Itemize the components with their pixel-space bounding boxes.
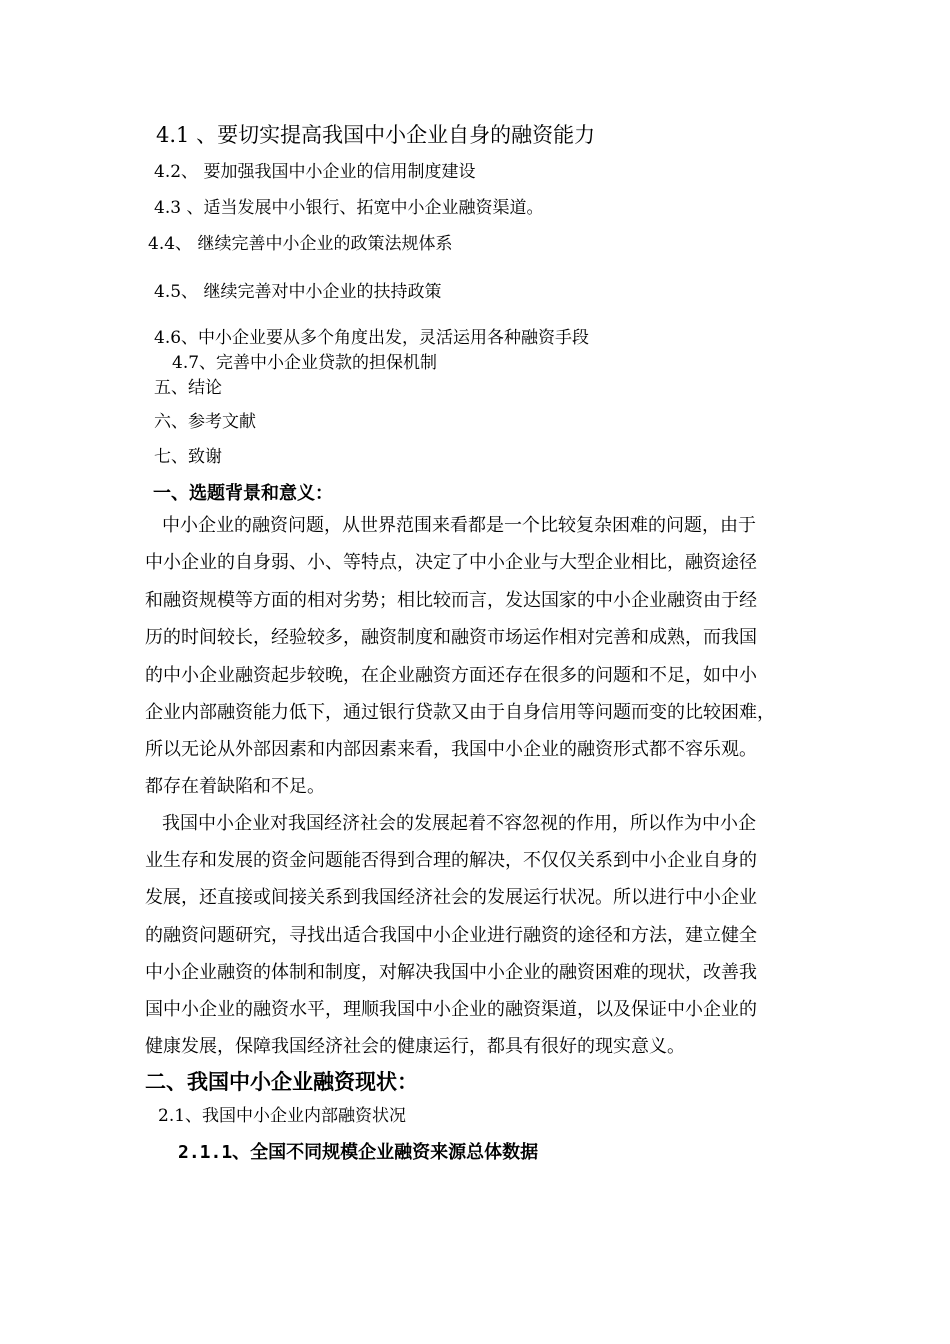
subsection-heading-2-1: 2.1、我国中小企业内部融资状况 [158,1106,407,1126]
toc-item-4-4: 4.4、 继续完善中小企业的政策法规体系 [148,234,453,254]
toc-item-4-2: 4.2、 要加强我国中小企业的信用制度建设 [154,162,476,182]
section-heading-background: 一、选题背景和意义： [153,483,333,504]
toc-item-4-1: 4.1 、要切实提高我国中小企业自身的融资能力 [156,123,596,147]
toc-item-7: 七、致谢 [154,447,222,467]
paragraph-line: 的融资问题研究，寻找出适合我国中小企业进行融资的途径和方法，建立健全 [145,925,757,946]
toc-item-4-7: 4.7、完善中小企业贷款的担保机制 [172,353,438,373]
subsection-heading-2-1-1: 2.1.1、全国不同规模企业融资来源总体数据 [178,1142,539,1163]
paragraph-line: 和融资规模等方面的相对劣势；相比较而言，发达国家的中小企业融资由于经 [145,590,757,611]
section-heading-status: 二、我国中小企业融资现状： [145,1069,418,1094]
toc-item-4-5: 4.5、 继续完善对中小企业的扶持政策 [154,282,442,302]
paragraph-line: 健康发展，保障我国经济社会的健康运行，都具有很好的现实意义。 [145,1036,685,1057]
paragraph-line: 业生存和发展的资金问题能否得到合理的解决，不仅仅关系到中小企业自身的 [145,850,757,871]
paragraph-line: 发展，还直接或间接关系到我国经济社会的发展运行状况。所以进行中小企业 [145,887,757,908]
paragraph-line: 的中小企业融资起步较晚，在企业融资方面还存在很多的问题和不足，如中小 [145,665,757,686]
toc-item-6: 六、参考文献 [154,412,256,432]
paragraph-line: 历的时间较长，经验较多，融资制度和融资市场运作相对完善和成熟，而我国 [145,627,757,648]
paragraph-line: 企业内部融资能力低下，通过银行贷款又由于自身信用等问题而变的比较困难， [145,702,775,723]
toc-item-4-6: 4.6、中小企业要从多个角度出发，灵活运用各种融资手段 [154,328,590,348]
paragraph-line: 都存在着缺陷和不足。 [145,776,325,797]
paragraph-line: 中小企业的自身弱、小、等特点，决定了中小企业与大型企业相比，融资途径 [145,552,757,573]
paragraph-line: 我国中小企业对我国经济社会的发展起着不容忽视的作用，所以作为中小企 [162,813,756,834]
paragraph-line: 中小企业的融资问题，从世界范围来看都是一个比较复杂困难的问题，由于 [162,515,756,536]
toc-item-4-3: 4.3 、适当发展中小银行、拓宽中小企业融资渠道。 [154,198,544,218]
paragraph-line: 国中小企业的融资水平，理顺我国中小企业的融资渠道，以及保证中小企业的 [145,999,757,1020]
paragraph-line: 所以无论从外部因素和内部因素来看，我国中小企业的融资形式都不容乐观。 [145,739,757,760]
paragraph-line: 中小企业融资的体制和制度，对解决我国中小企业的融资困难的现状，改善我 [145,962,757,983]
toc-item-5: 五、结论 [154,378,222,398]
